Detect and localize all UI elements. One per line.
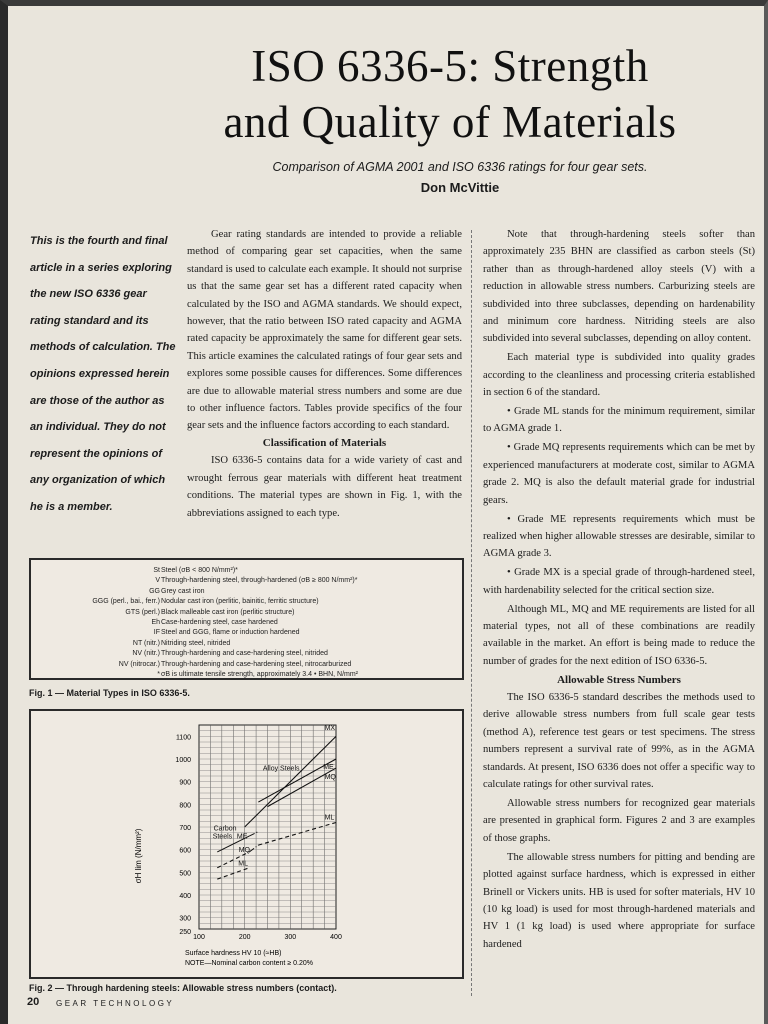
y-tick-label: 700 [179,825,191,832]
curve-label-alloy: Alloy Steels [262,765,300,773]
article-subtitle: Comparison of AGMA 2001 and ISO 6336 ratings for four gear sets. [272,160,648,174]
curve-label-ml-alloy: ML [324,814,335,822]
material-abbr: GG [149,587,160,595]
material-desc: Steel and GGG, flame or induction hardened [161,629,300,637]
material-desc: σB is ultimate tensile strength, approximately 3.4 • BHN, N/mm² [161,671,359,678]
material-desc: Nodular cast iron (perlitic, bainitic, ferritic structure) [161,598,319,606]
material-abbr: GGG (perl., bai., ferr.) [92,598,160,606]
material-abbr: * [157,671,160,678]
material-abbr: NV (nitr.) [132,650,160,658]
y-tick-label: 500 [179,870,191,878]
y-axis-label: σH lim (N/mm²) [134,828,143,884]
y-tick-label: 1100 [175,734,191,742]
material-abbr: GTS (perl.) [125,608,160,616]
intro-note: This is the fourth and final article in a series exploring the new ISO 6336 gear rating standard and its methods of calculation. The opinions expressed herein are those of the author as an individual. They do not represent the opinions of any organization of which he is a member. [30,235,176,513]
material-row [31,575,466,586]
stress-chart [31,711,462,977]
article-author: Don McVittie [420,180,500,195]
y-tick-label: 400 [179,893,191,900]
material-row [31,607,466,618]
material-abbr: Eh [151,619,160,626]
material-row [31,627,466,638]
chart-note: NOTE—Nominal carbon content ≥ 0.20% [185,960,313,967]
paragraph: Gear rating standards are intended to provide a reliable method of comparing gear set capacities, when the same standard is used to calculate each example. It should not surprise us that the same gear set has a different rated capacity when calculated by the ISO and AGMA standards. We should expect, however, that the ratio between ISO rated capacity and AGMA rated capacity be approximately the same for different gear sets. This article examines the calculated ratings of four gear sets and explores some possible causes for differences. Some differences are due to allowable material stress numbers and some are due to other influence factors. Tables provide specifics of the four gear sets and the influence factors according to each standard. [187,229,462,432]
material-desc: Through-hardening steel, through-hardened (σB ≥ 800 N/mm²)* [161,577,358,585]
title-line-2: and Quality of Materials [223,97,677,147]
paragraph: ISO 6336-5 contains data for a wide variety of cast and wrought ferrous gear materials with different heat treatment conditions. The material types are shown in Fig. 1, with the abbreviations assigned to each type. [187,455,462,519]
material-desc: Through-hardening and case-hardening steel, nitrocarburized [161,660,352,668]
paragraph: The allowable stress numbers for pitting and bending are plotted against surface hardness, which is expressed in either Brinell or Vickers units. HB is used for softer materials, HV 10 (10 kg load) is used for most through-hardened materials and HV 1 (1 kg load) is used where appropriate for surface hardened [483,851,755,950]
x-tick-label: 100 [193,934,205,941]
page-number: 20 [27,996,40,1008]
material-desc: Through-hardening and case-hardening steel, nitrided [161,650,328,658]
title-line-1: ISO 6336-5: Strength [251,41,649,91]
paragraph: Note that through-hardening steels softer than approximately 235 BHN are classified as carbon steels (St) rather than as through-hardened alloy steels (V) with a reduction in allowable stress numbers. Carburizing steels are subdivided into three subclasses, depending on hardenability and minimum core hardness. Nitriding steels are also subdivided into several subclasses, depending on alloy content. [483,229,755,345]
material-abbr: V [155,577,160,585]
curve-label-ml-carbon: ML [238,860,249,868]
bullet-item: • Grade ML stands for the minimum requirement, similar to AGMA grade 1. [483,406,755,435]
material-row [31,638,466,649]
material-row [31,565,466,576]
material-desc: Steel (σB < 800 N/mm²)* [161,567,238,574]
section-heading: Allowable Stress Numbers [557,673,681,686]
curve-label-mx: MX [324,724,336,732]
x-tick-label: 200 [238,934,251,941]
material-row [31,617,466,628]
x-tick-label: 300 [284,934,297,941]
bullet-item: • Grade MQ represents requirements which can be met by experienced manufacturers at moderate cost, similar to AGMA grade 2. MQ is also the default material grade for industrial gears. [483,442,755,506]
curve-label-carbon2: Steels [212,833,233,841]
curve-bridge [249,845,258,852]
material-desc: Case-hardening steel, case hardened [161,619,278,626]
curve-label-mq-alloy: MQ [324,773,336,781]
curve-bridge [249,832,258,837]
column-divider [471,230,472,996]
curve-label-carbon1: Carbon [213,825,237,833]
y-tick-label: 1000 [175,757,191,764]
curve-label-mq-carbon: MQ [238,846,251,854]
curve-label-me-alloy: ME [323,764,334,772]
material-abbr: IF [153,629,160,637]
material-row [31,586,466,597]
x-tick-label: 400 [330,934,342,941]
material-row [31,596,466,607]
material-row [31,648,466,659]
magazine-name: GEAR TECHNOLOGY [56,999,175,1008]
y-tick-label: 900 [179,779,191,787]
paragraph: Although ML, MQ and ME requirements are listed for all material types, not all of these combinations are readily available in the market. An effort is being made to reduce the number of grades for the next edition of ISO 6336-5. [483,603,755,667]
paragraph: Each material type is subdivided into quality grades according to the cleanliness and processing criteria established in section 6 of the standard. [483,352,755,399]
material-desc: Grey cast iron [161,587,205,595]
bullet-item: • Grade ME represents requirements which must be realized when higher allowable stresses are desirable, similar to AGMA grade 3. [483,513,755,560]
figure-2-caption: Fig. 2 — Through hardening steels: Allowable stress numbers (contact). [29,983,337,993]
figure-2-box [29,709,464,979]
material-desc: Nitriding steel, nitrided [161,639,231,647]
column-1 [187,226,462,522]
material-abbr: St [153,567,160,574]
y-tick-label: 800 [179,802,191,810]
x-axis-label: Surface hardness HV 10 (≈HB) [185,950,282,957]
y-tick-label: 600 [179,847,191,855]
article-title [140,38,760,150]
section-heading: Classification of Materials [262,436,387,449]
material-row [31,659,466,670]
column-2 [483,226,755,955]
material-abbr: NT (nitr.) [132,639,160,647]
figure-1-caption: Fig. 1 — Material Types in ISO 6336-5. [29,688,190,698]
paragraph: Allowable stress numbers for recognized gear materials are presented in graphical form. Figures 2 and 3 are examples of those graphs. [483,798,755,844]
bullet-item: • Grade MX is a special grade of through-hardened steel, with hardenability selected for the critical section size. [483,567,755,596]
material-abbr: NV (nitrocar.) [118,660,160,668]
figure-1-box [29,558,464,680]
paragraph: The ISO 6336-5 standard describes the methods used to derive allowable stress numbers from full scale gear tests (method A), reference test gears or test specimens. The stress numbers represent a survival rate of 99%, as in the AGMA standards. At present, ISO 6336 does not offer a specific way to calculate ratings for other survival rates. [483,692,755,791]
curve-label-me-carbon: ME [236,833,248,841]
y-tick-label: 300 [179,915,191,923]
y-tick-label: 250 [179,929,191,936]
material-row [31,669,466,680]
material-desc: Black malleable cast iron (perlitic structure) [161,608,295,616]
